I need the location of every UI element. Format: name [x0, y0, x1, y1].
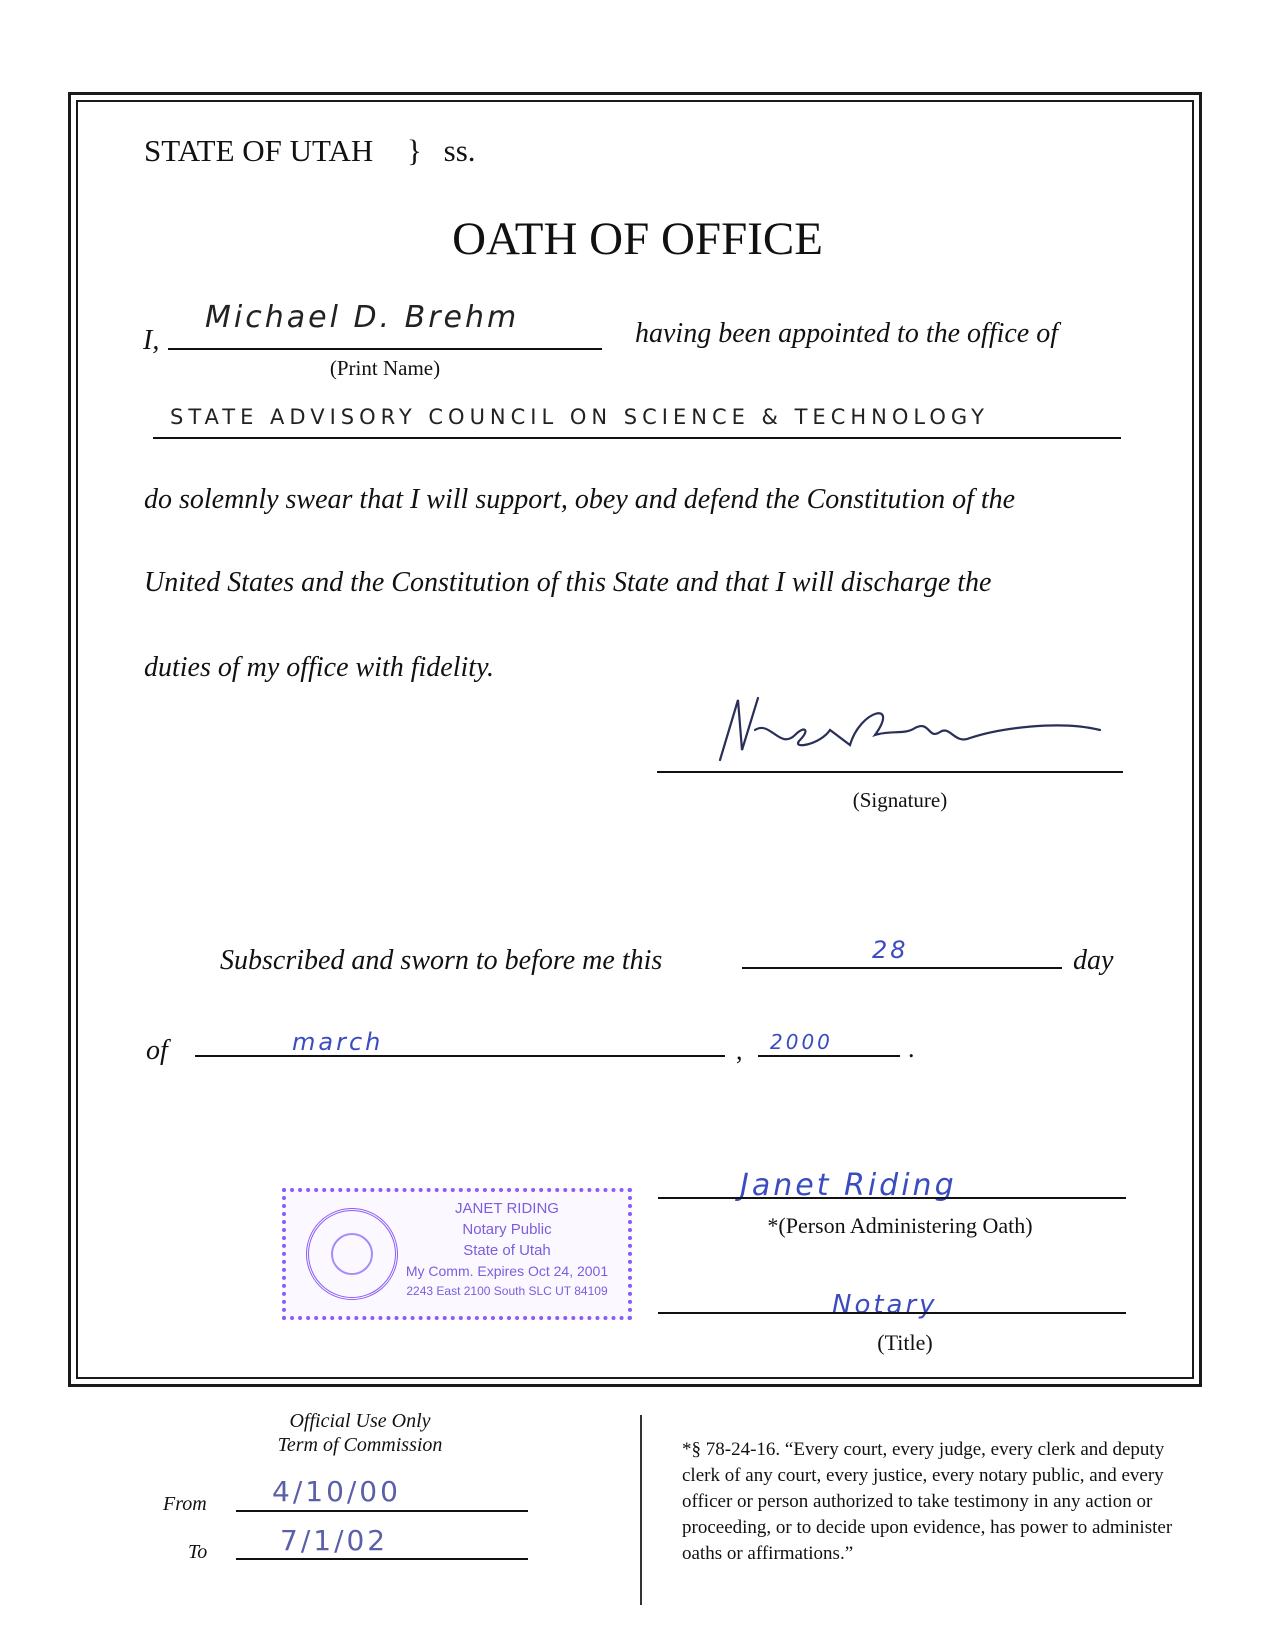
- oath-signature-image: [700, 690, 1120, 770]
- stamp-name: JANET RIDING: [455, 1200, 559, 1217]
- administrator-caption: *(Person Administering Oath): [767, 1213, 1033, 1238]
- document-title: OATH OF OFFICE: [452, 213, 823, 265]
- date-comma: ,: [736, 1036, 743, 1065]
- from-line: [236, 1510, 528, 1512]
- stamp-address: 2243 East 2100 South SLC UT 84109: [406, 1284, 608, 1298]
- official-use-heading: Official Use Only: [289, 1410, 431, 1432]
- oath-line-3: duties of my office with fidelity.: [144, 652, 494, 683]
- month-line: [195, 1055, 725, 1057]
- title-handwritten: Notary: [832, 1290, 938, 1320]
- day-line: [742, 967, 1062, 969]
- title-line: [658, 1312, 1126, 1314]
- month-handwritten: march: [292, 1028, 384, 1056]
- notary-stamp: [282, 1188, 632, 1320]
- date-period: .: [908, 1034, 915, 1063]
- day-handwritten: 28: [872, 936, 909, 964]
- state-label: STATE OF UTAH: [144, 133, 374, 168]
- day-label: day: [1073, 945, 1114, 976]
- oath-line-1: do solemnly swear that I will support, obey and defend the Constitution of the: [144, 484, 1016, 515]
- print-name-caption: (Print Name): [329, 356, 441, 380]
- statute-text: *§ 78-24-16. “Every court, every judge, every clerk and deputy clerk of any court, every justice, every notary public, and every officer or person authorized to take testimony in any action or proceeding, or to decide upon evidence, has power to administer oaths or affirmations.”: [682, 1439, 1173, 1564]
- from-label: From: [163, 1493, 207, 1515]
- signature-line: [657, 771, 1123, 773]
- to-label: To: [188, 1541, 208, 1563]
- subscribed-text: Subscribed and sworn to before me this: [220, 945, 663, 976]
- footer-divider: [640, 1415, 642, 1605]
- term-heading: Term of Commission: [277, 1434, 443, 1456]
- ss-label: ss.: [443, 133, 476, 168]
- to-value: 7/1/02: [280, 1524, 389, 1557]
- i-label: I,: [143, 325, 160, 356]
- oath-line-2: United States and the Constitution of this State and that I will discharge the: [144, 567, 992, 598]
- office-handwritten: STATE ADVISORY COUNCIL ON SCIENCE & TECHNOLOGY: [170, 405, 989, 429]
- administrator-signature: Janet Riding: [740, 1168, 957, 1203]
- appointed-text: having been appointed to the office of: [635, 318, 1059, 349]
- venue-brace: }: [407, 133, 422, 168]
- stamp-expires: My Comm. Expires Oct 24, 2001: [405, 1263, 609, 1279]
- name-handwritten: Michael D. Brehm: [205, 300, 520, 335]
- to-line: [236, 1558, 528, 1560]
- name-line: [168, 348, 602, 350]
- stamp-state: State of Utah: [463, 1242, 551, 1259]
- title-caption: (Title): [877, 1330, 933, 1355]
- signature-caption: (Signature): [852, 788, 948, 812]
- state-heading: [144, 133, 476, 169]
- stamp-role: Notary Public: [462, 1221, 552, 1238]
- of-label: of: [146, 1035, 168, 1066]
- from-value: 4/10/00: [272, 1475, 401, 1508]
- office-line: [153, 437, 1121, 439]
- year-line: [758, 1055, 900, 1057]
- year-handwritten: 2000: [770, 1030, 833, 1054]
- administrator-line: [658, 1197, 1126, 1199]
